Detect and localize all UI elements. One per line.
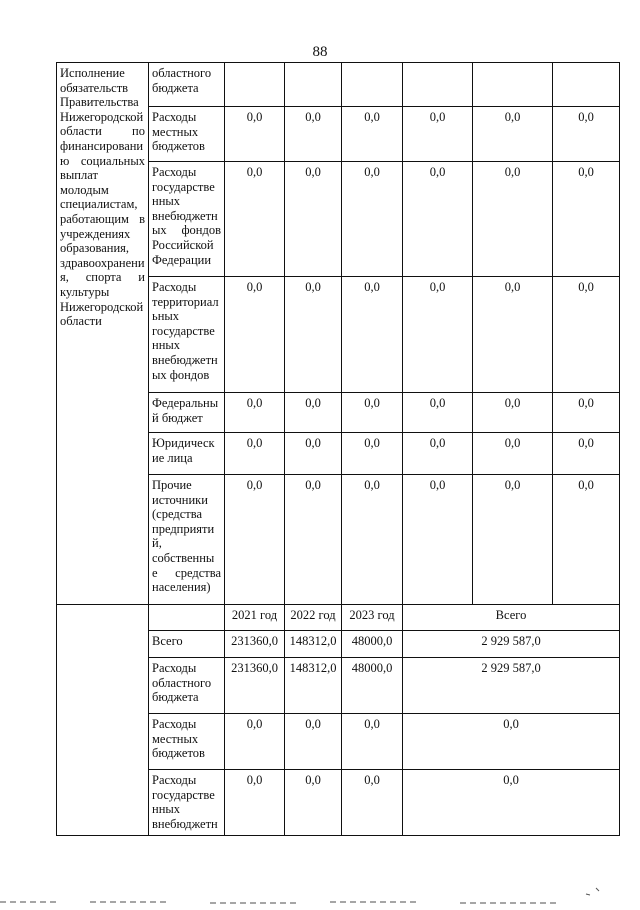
value-cell: 0,0	[473, 393, 553, 433]
value-cell: 0,0	[285, 475, 342, 605]
value-cell: 0,0	[403, 107, 473, 162]
total-cell: 2 929 587,0	[403, 631, 620, 658]
total-cell: 0,0	[403, 714, 620, 770]
value-cell: 0,0	[342, 162, 403, 277]
source-label: Расходы территориал ьных государстве нных внебюджетн ых фондов	[149, 277, 225, 393]
value-cell: 0,0	[225, 162, 285, 277]
summary-label: Расходы государстве нных внебюджетн	[149, 770, 225, 836]
value-cell: 0,0	[473, 277, 553, 393]
page-number: 88	[312, 44, 328, 60]
year-2022-header: 2022 год	[285, 605, 342, 631]
value-cell: 0,0	[342, 770, 403, 836]
value-cell: 0,0	[225, 714, 285, 770]
source-label: Расходы государстве нных внебюджетн ых фондов Российской Федерации	[149, 162, 225, 277]
value-cell	[403, 63, 473, 107]
value-cell: 231360,0	[225, 631, 285, 658]
total-cell: 0,0	[403, 770, 620, 836]
year-header-row	[57, 605, 620, 631]
source-label: Юридическ ие лица	[149, 433, 225, 475]
page-corner-line	[0, 0, 640, 6]
summary-label: Всего	[149, 631, 225, 658]
value-cell: 0,0	[342, 714, 403, 770]
value-cell: 0,0	[342, 277, 403, 393]
value-cell: 0,0	[553, 393, 620, 433]
value-cell: 48000,0	[342, 658, 403, 714]
purpose-cell-empty	[57, 605, 149, 836]
value-cell: 0,0	[225, 393, 285, 433]
value-cell: 148312,0	[285, 658, 342, 714]
value-cell	[342, 63, 403, 107]
value-cell: 0,0	[285, 162, 342, 277]
source-label: Расходы местных бюджетов	[149, 107, 225, 162]
scan-edge-marks	[0, 884, 640, 905]
value-cell: 0,0	[553, 433, 620, 475]
table-row	[57, 63, 620, 107]
value-cell	[473, 63, 553, 107]
value-cell: 0,0	[473, 475, 553, 605]
value-cell: 0,0	[225, 107, 285, 162]
source-label: областного бюджета	[149, 63, 225, 107]
value-cell: 0,0	[342, 107, 403, 162]
value-cell: 148312,0	[285, 631, 342, 658]
value-cell: 0,0	[403, 277, 473, 393]
value-cell: 0,0	[403, 475, 473, 605]
value-cell: 0,0	[342, 433, 403, 475]
value-cell	[553, 63, 620, 107]
value-cell	[285, 63, 342, 107]
purpose-cell: Исполнение обязательств Правительства Нижегородской области по финансировани ю социальных выплат молодым специалистам, работающим в учреждениях образования, здравоохранени я, спорта и культуры Нижегородской области	[57, 63, 149, 605]
value-cell: 0,0	[403, 162, 473, 277]
value-cell: 0,0	[553, 107, 620, 162]
value-cell: 48000,0	[342, 631, 403, 658]
value-cell: 0,0	[285, 433, 342, 475]
value-cell: 0,0	[342, 475, 403, 605]
value-cell: 0,0	[403, 393, 473, 433]
value-cell: 0,0	[473, 433, 553, 475]
value-cell: 0,0	[553, 277, 620, 393]
summary-label: Расходы местных бюджетов	[149, 714, 225, 770]
year-2021-header: 2021 год	[225, 605, 285, 631]
value-cell: 0,0	[285, 277, 342, 393]
value-cell: 0,0	[225, 770, 285, 836]
value-cell: 0,0	[285, 107, 342, 162]
value-cell: 0,0	[285, 714, 342, 770]
value-cell: 0,0	[403, 433, 473, 475]
year-2023-header: 2023 год	[342, 605, 403, 631]
value-cell: 0,0	[285, 393, 342, 433]
header-label-empty	[149, 605, 225, 631]
value-cell: 0,0	[225, 277, 285, 393]
source-label: Федеральны й бюджет	[149, 393, 225, 433]
total-cell: 2 929 587,0	[403, 658, 620, 714]
value-cell: 0,0	[225, 475, 285, 605]
summary-label: Расходы областного бюджета	[149, 658, 225, 714]
value-cell: 0,0	[473, 162, 553, 277]
value-cell: 0,0	[285, 770, 342, 836]
source-label: Прочие источники (средства предприяти й, собственны е средства населения)	[149, 475, 225, 605]
value-cell: 0,0	[342, 393, 403, 433]
value-cell	[225, 63, 285, 107]
value-cell: 0,0	[553, 162, 620, 277]
value-cell: 231360,0	[225, 658, 285, 714]
financing-table	[56, 62, 620, 836]
value-cell: 0,0	[553, 475, 620, 605]
value-cell: 0,0	[225, 433, 285, 475]
total-header: Всего	[403, 605, 620, 631]
value-cell: 0,0	[473, 107, 553, 162]
